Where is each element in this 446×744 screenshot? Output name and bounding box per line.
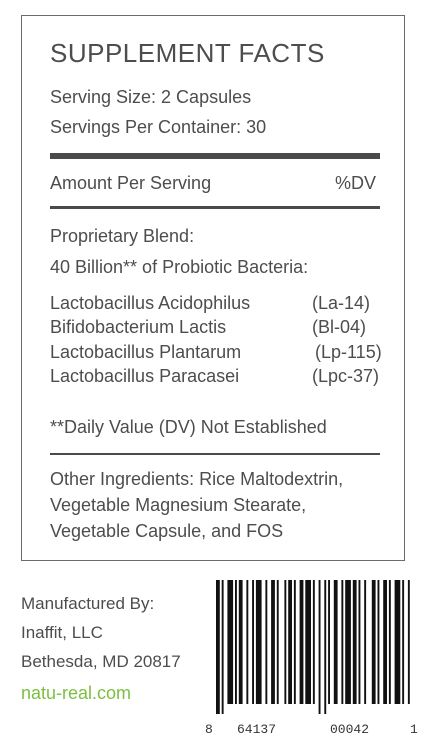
barcode-bar [364, 580, 366, 704]
barcode-bar [271, 580, 275, 704]
barcode-bar [216, 580, 220, 714]
barcode-bar [284, 580, 286, 704]
barcode-bar [277, 580, 279, 704]
strain-row [50, 342, 390, 363]
serving-size: Serving Size: 2 Capsules [50, 87, 252, 107]
thin-divider [50, 453, 380, 455]
barcode-bar [324, 580, 326, 714]
supplement-facts-title: SUPPLEMENT FACTS [50, 38, 325, 68]
barcode-bar [239, 580, 243, 704]
website-link[interactable]: natu-real.com [21, 683, 132, 703]
strain-name: Lactobacillus Acidophilus [50, 293, 251, 313]
barcode-bar [353, 580, 357, 704]
barcode-bar [334, 580, 338, 704]
strain-code: (La-14) [312, 293, 371, 313]
strain-row [50, 366, 390, 387]
strain-name: Bifidobacterium Lactis [50, 317, 227, 337]
other-ingredients-line: Vegetable Magnesium Stearate, [50, 495, 307, 515]
barcode-bar [256, 580, 262, 704]
barcode-bar [372, 580, 376, 704]
manufacturer-address: Bethesda, MD 20817 [21, 652, 181, 671]
proprietary-blend-title: Proprietary Blend: [50, 226, 195, 246]
barcode-first-digit: 8 [205, 722, 213, 737]
barcode-bar [402, 580, 404, 704]
manufactured-by-label: Manufactured By: [21, 594, 155, 613]
thick-divider [50, 153, 380, 159]
barcode-bar [222, 580, 224, 714]
strain-row [50, 317, 390, 338]
other-ingredients-line: Other Ingredients: Rice Maltodextrin, [50, 469, 344, 489]
barcode-bar [252, 580, 254, 704]
barcode-bar [294, 580, 296, 704]
barcode-left-digits: 64137 [237, 722, 277, 737]
dv-column-header: %DV [334, 173, 376, 193]
barcode-bar [389, 580, 391, 704]
barcode-bar [227, 580, 233, 704]
manufacturer-company: Inaffit, LLC [21, 623, 103, 642]
servings-per-container: Servings Per Container: 30 [50, 117, 267, 137]
barcode-bar [378, 580, 380, 704]
barcode-bar [408, 580, 410, 704]
blend-amount: 40 Billion** of Probiotic Bacteria: [50, 257, 309, 277]
barcode-bar [345, 580, 351, 704]
barcode-bar [383, 580, 387, 704]
barcode-bar [341, 580, 343, 704]
barcode-bar [265, 580, 267, 704]
strain-row [50, 293, 390, 314]
amount-per-serving-label: Amount Per Serving [50, 173, 212, 193]
daily-value-note: **Daily Value (DV) Not Established [50, 417, 327, 437]
barcode-bar [235, 580, 237, 704]
strain-code: (Lp-115) [315, 342, 382, 362]
other-ingredients-line: Vegetable Capsule, and FOS [50, 521, 284, 541]
barcode-bar [328, 580, 330, 704]
barcode-bar [395, 580, 401, 704]
barcode-bar [288, 580, 292, 704]
barcode-bar [319, 580, 321, 714]
medium-divider [50, 206, 380, 209]
barcode-right-digits: 00042 [330, 722, 370, 737]
barcode-bar [359, 580, 361, 704]
strain-name: Lactobacillus Paracasei [50, 366, 240, 386]
strain-code: (Bl-04) [312, 317, 367, 337]
barcode-bar [246, 580, 248, 704]
strain-name: Lactobacillus Plantarum [50, 342, 242, 362]
barcode-bar [313, 580, 315, 704]
barcode-bar [300, 580, 304, 704]
barcode [200, 580, 422, 714]
barcode-check-digit: 1 [410, 722, 418, 737]
strain-code: (Lpc-37) [312, 366, 380, 386]
supplement-facts-panel [21, 15, 405, 561]
barcode-bar [305, 580, 311, 704]
